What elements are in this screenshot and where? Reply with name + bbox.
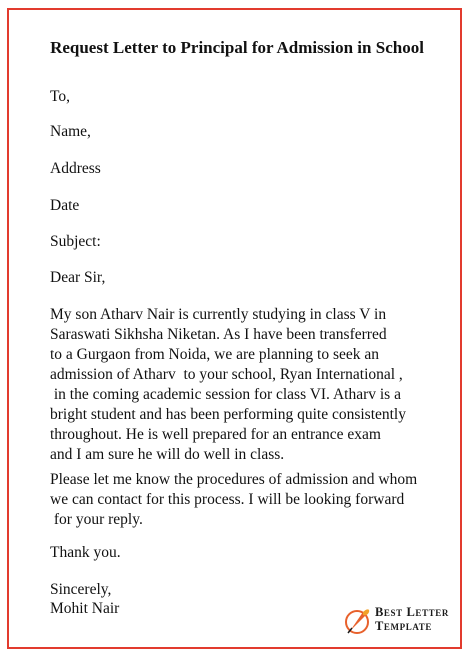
paragraph-line: to a Gurgaon from Noida, we are planning to seek an <box>50 346 379 363</box>
paragraph-line: Please let me know the procedures of admission and whom <box>50 471 418 488</box>
paragraph-line: admission of Atharv to your school, Ryan International , <box>50 366 403 383</box>
body-paragraph-1 <box>50 305 406 465</box>
greeting: Dear Sir, <box>50 269 106 286</box>
letter-subject: Subject: <box>50 233 101 250</box>
letter-date: Date <box>50 197 80 214</box>
paragraph-line: My son Atharv Nair is currently studying in class V in <box>50 306 387 323</box>
paragraph-line: for your reply. <box>50 511 143 528</box>
paragraph-line: and I am sure he will do well in class. <box>50 446 285 463</box>
paragraph-line: bright student and has been performing quite consistently <box>50 406 406 423</box>
sign-off: Sincerely, <box>50 581 112 598</box>
logo-text-line2: Template <box>375 619 432 633</box>
paragraph-line: in the coming academic session for class VI. Atharv is a <box>50 386 401 403</box>
sender-name: Mohit Nair <box>50 600 120 617</box>
body-paragraph-2 <box>50 470 417 530</box>
thank-you: Thank you. <box>50 544 121 561</box>
best-letter-template-logo <box>345 604 460 638</box>
paragraph-line: we can contact for this process. I will be looking forward <box>50 491 405 508</box>
quill-pen-icon <box>345 606 371 636</box>
letter-title: Request Letter to Principal for Admission in School <box>50 38 424 57</box>
paragraph-line: Saraswati Sikhsha Niketan. As I have been transferred <box>50 326 387 343</box>
paragraph-line: throughout. He is well prepared for an entrance exam <box>50 426 381 443</box>
recipient-name: Name, <box>50 123 91 140</box>
logo-text-line1: Best Letter <box>375 605 449 619</box>
recipient-address: Address <box>50 160 101 177</box>
salutation-to: To, <box>50 88 71 105</box>
